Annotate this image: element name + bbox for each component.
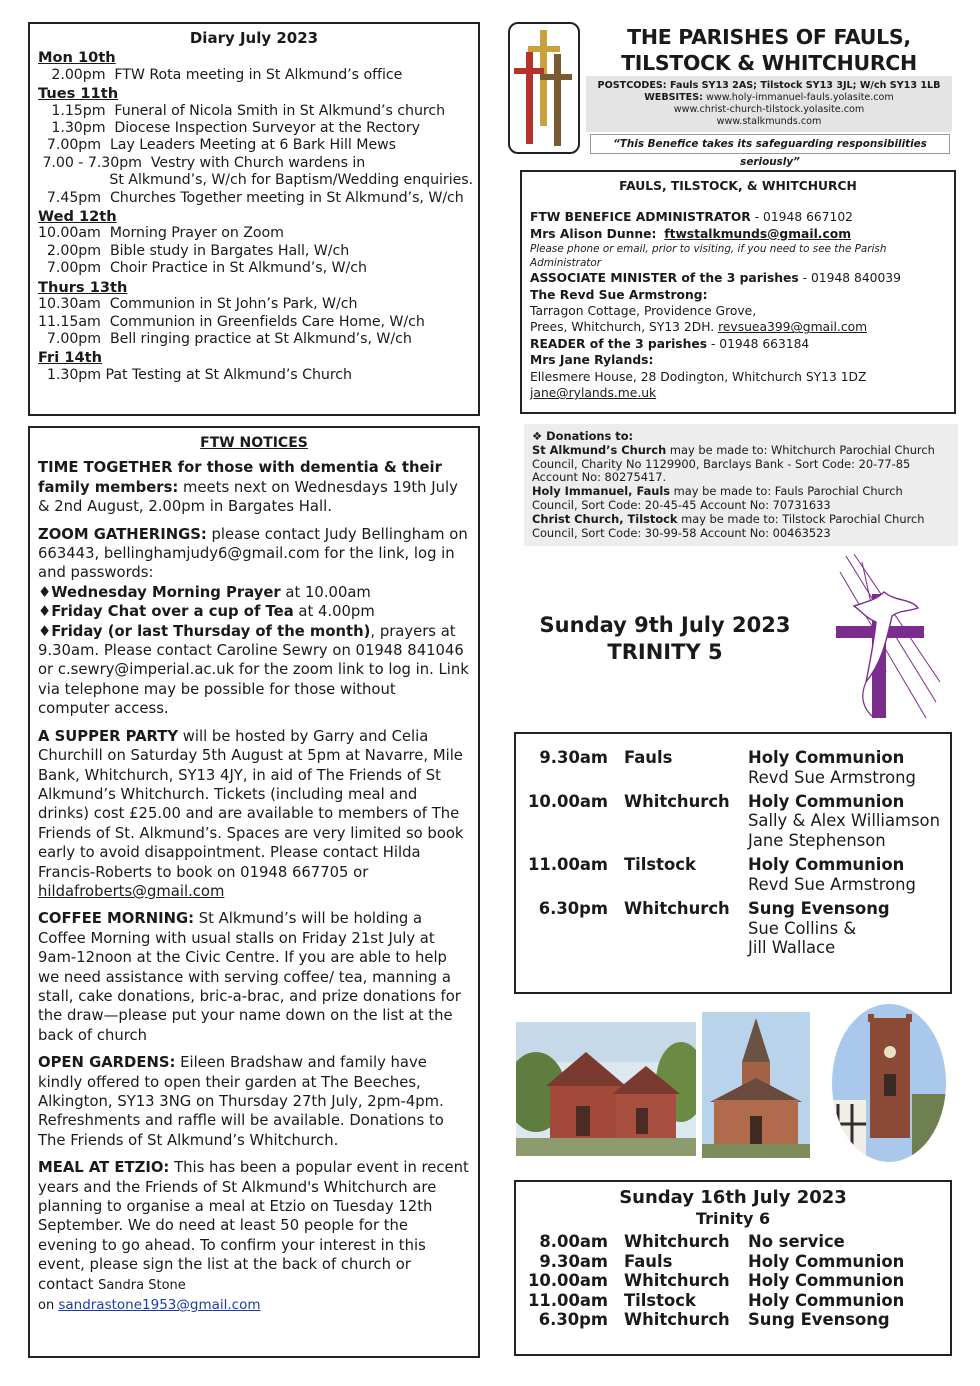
diary-event: 10.30am Communion in St John’s Park, W/ch <box>38 296 358 313</box>
contacts-box <box>520 170 956 414</box>
diary-event: 7.00pm Choir Practice in St Alkmund’s, W/ch <box>38 260 367 277</box>
diary-day-heading: Tues 11th <box>38 85 119 103</box>
service-time: 10.00am <box>528 791 608 811</box>
donation-details: may be made to: Tilstock Parochial Church Council, Sort Code: 30-99-58 Account No: 00463523 <box>532 511 925 540</box>
meal-email-link[interactable]: sandrastone1953@gmail.com <box>58 1297 261 1314</box>
service-details <box>748 792 944 851</box>
diary-event: 10.00am Morning Prayer on Zoom <box>38 225 284 242</box>
service-leader: Revd Sue Armstrong <box>748 874 916 894</box>
zoom-bullet <box>38 622 470 719</box>
service-name: Holy Communion <box>748 1290 905 1310</box>
meal-contact: Sandra Stone <box>98 1277 186 1293</box>
fauls-church-photo <box>516 1022 696 1156</box>
whitchurch-church-photo <box>832 1004 946 1162</box>
notice-body: Eileen Bradshaw and family have kindly offered to open their garden at The Beeches, Alkington, SY13 3NG on Thursday 27th July, 2pm-4pm. Refreshments and raffle will be available. Donations to The Friends of St Alkmund’s Whitchurch. <box>38 1054 444 1149</box>
diary-box <box>28 22 480 416</box>
service-row <box>522 1291 944 1311</box>
donation-item <box>532 485 950 513</box>
sunday9-services <box>514 732 952 994</box>
notice-heading: ZOOM GATHERINGS: <box>38 525 207 543</box>
service-row <box>522 792 944 851</box>
notice-heading: TIME TOGETHER for those with dementia & their family members: <box>38 459 442 496</box>
admin-name: Mrs Alison Dunne: <box>530 226 657 241</box>
diary-days <box>38 49 474 384</box>
diary-event: St Alkmund’s, W/ch for Baptism/Wedding enquiries. <box>38 172 474 189</box>
supper-email-link[interactable]: hildafroberts@gmail.com <box>38 882 225 900</box>
diary-event: 2.00pm Bible study in Bargates Hall, W/ch <box>38 242 350 259</box>
notice-coffee <box>38 909 470 1045</box>
diary-day-heading: Thurs 13th <box>38 278 128 296</box>
reader-email-link[interactable]: jane@rylands.me.uk <box>530 386 657 401</box>
website-link[interactable]: www.stalkmunds.com <box>716 116 822 127</box>
reader-name-text: Mrs Jane Rylands: <box>530 353 654 368</box>
sunday9-heading <box>520 612 810 666</box>
service-details <box>748 748 944 787</box>
service-place: Whitchurch <box>624 1271 730 1291</box>
notice-body: will be hosted by Garry and Celia Churchill on Saturday 5th August at 5pm at Navarre, Mile Bank, Whitchurch, SY13 4JY, in aid of The Friends of St Alkmund’s Whitchurch. Tickets (including meal and drinks) cost £25.00 and are available to members of The Friends of St. Alkmund’s. Spaces are very limited so book early to avoid disappointment. Please contact Hilda Francis-Roberts to book on 01948 667705 or <box>38 727 464 881</box>
diary-event: 1.30pm Pat Testing at St Alkmund’s Church <box>38 366 352 383</box>
website-link[interactable]: www.holy-immanuel-fauls.yolasite.com <box>706 92 894 103</box>
service-place: Fauls <box>624 1251 673 1271</box>
service-time: 9.30am <box>539 748 608 767</box>
notice-gardens <box>38 1053 470 1150</box>
sunday16-subtitle: Trinity 6 <box>695 1209 771 1228</box>
diary-event: 7.00pm Lay Leaders Meeting at 6 Bark Hill Mews <box>38 137 397 154</box>
service-place: Whitchurch <box>624 791 730 811</box>
donation-details: may be made to: Fauls Parochial Church Council, Sort Code: 20-45-45 Account No: 70731633 <box>532 484 903 512</box>
service-row <box>522 1252 944 1272</box>
service-name: Holy Communion <box>748 1251 905 1271</box>
reader-role: READER of the 3 parishes <box>530 336 708 351</box>
meal-on: on <box>38 1298 59 1314</box>
parish-title-line: TILSTOCK & WHITCHURCH <box>621 51 917 75</box>
admin-email-link[interactable]: ftwstalkmunds@gmail.com <box>664 226 852 241</box>
service-name: Holy Communion <box>748 855 905 875</box>
assoc-role: ASSOCIATE MINISTER of the 3 parishes <box>530 271 799 286</box>
diary-event: 7.45pm Churches Together meeting in St Alkmund’s, W/ch <box>38 189 464 206</box>
diary-title: Diary July 2023 <box>189 29 319 47</box>
service-row <box>522 1310 944 1330</box>
zoom-bullet-text: at 10.00am <box>280 583 371 601</box>
zoom-bullet-text: at 4.00pm <box>293 603 375 621</box>
admin-role: FTW BENEFICE ADMINISTRATOR <box>530 210 751 225</box>
sunday16-rows <box>522 1232 944 1330</box>
donation-items <box>532 444 950 541</box>
donation-item <box>532 513 950 541</box>
service-place: Tilstock <box>624 1290 696 1310</box>
sunday9-title: Sunday 9th July 2023 <box>539 613 791 637</box>
notice-body: St Alkmund’s will be holding a Coffee Morning with usual stalls on Friday 21st July at 9am-12noon at the Civic Centre. If you are able to help we need assistance with serving coffee/ tea, manning a stall, cake donations, bric-a-brac, and prize donations for the draw—please put your name down on the list at the back of church <box>38 910 461 1044</box>
postcodes: POSTCODES: Fauls SY13 2AS; Tilstock SY13 3JL; W/ch SY13 1LB <box>597 80 941 91</box>
header-info <box>586 76 952 132</box>
sunday16-services <box>514 1180 952 1356</box>
donation-church: Christ Church, Tilstock <box>532 511 678 526</box>
diary-event: 1.15pm Funeral of Nicola Smith in St Alkmund’s church <box>38 102 446 119</box>
reader-role-line <box>530 336 946 352</box>
notices-title: FTW NOTICES <box>200 435 308 451</box>
service-name: Holy Communion <box>748 1271 905 1291</box>
admin-name-line <box>530 226 946 242</box>
diary-day-heading: Wed 12th <box>38 208 117 226</box>
service-time: 9.30am <box>539 1251 608 1271</box>
notice-body: This has been a popular event in recent years and the Friends of St Alkmund's Whitchurch are planning to organise a meal at Etzio on Tuesday 12th September. We do need at least 50 people for the evening to go ahead. To confirm your interest in this event, please sign the list at the back of church or contact <box>38 1159 469 1293</box>
zoom-bullet-title: ♦Friday (or last Thursday of the month) <box>38 622 371 640</box>
three-crosses-icon <box>508 22 580 154</box>
sunday9-subtitle: TRINITY 5 <box>607 640 723 664</box>
diary-day-heading: Mon 10th <box>38 49 116 67</box>
zoom-bullet-title: ♦Wednesday Morning Prayer <box>38 583 281 601</box>
donation-church: St Alkmund’s Church <box>532 442 667 457</box>
notice-body: meets next on Wednesdays 19th July & 2nd August, 2.00pm in Bargates Hall. <box>38 478 458 516</box>
service-row <box>522 1271 944 1291</box>
service-leader: Sue Collins & <box>748 918 857 938</box>
diary-event: 7.00pm Bell ringing practice at St Alkmund’s, W/ch <box>38 330 412 347</box>
notice-heading: OPEN GARDENS: <box>38 1054 176 1072</box>
service-details <box>748 899 944 958</box>
notices-box <box>28 426 480 1358</box>
assoc-name-text: The Revd Sue Armstrong: <box>530 287 708 302</box>
diary-event: 2.00pm FTW Rota meeting in St Alkmund’s office <box>38 66 403 83</box>
service-leader: Jane Stephenson <box>748 830 886 850</box>
service-time: 10.00am <box>528 1271 608 1291</box>
service-time: 11.00am <box>528 855 608 875</box>
diary-event: 7.00 - 7.30pm Vestry with Church wardens in <box>38 154 366 171</box>
service-leader: Jill Wallace <box>748 938 836 958</box>
zoom-bullet <box>38 602 470 621</box>
donation-details: may be made to: Whitchurch Parochial Church Council, Charity No 1129900, Barclays Bank - Sort Code: 20-77-85 Account No: 80275417. <box>532 442 935 485</box>
service-place: Whitchurch <box>624 1232 730 1251</box>
service-time: 11.00am <box>528 1290 608 1310</box>
service-place: Whitchurch <box>624 898 730 918</box>
service-name: Sung Evensong <box>748 1310 890 1330</box>
donations-title-text: ❖ Donations to: <box>532 429 634 443</box>
notice-meal <box>38 1158 470 1315</box>
service-place: Whitchurch <box>624 1310 730 1330</box>
donation-item <box>532 444 950 485</box>
assoc-address: Tarragon Cottage, Providence Grove, <box>530 304 757 319</box>
service-name: No service <box>748 1232 845 1251</box>
service-place: Fauls <box>624 748 673 767</box>
sunday16-title: Sunday 16th July 2023 <box>619 1187 847 1208</box>
service-name: Sung Evensong <box>748 898 890 918</box>
assoc-address-2 <box>530 319 946 335</box>
service-time: 6.30pm <box>538 1310 608 1330</box>
service-time: 8.00am <box>539 1232 608 1251</box>
service-row <box>522 855 944 894</box>
zoom-bullet-text: , prayers at 9.30am. Please contact Caroline Sewry on 01948 841046 or c.sewry@imperial.ac.uk for the zoom link to log in. Link via telephone may be possible for those without computer access. <box>38 622 469 718</box>
zoom-bullet-title: ♦Friday Chat over a cup of Tea <box>38 603 294 621</box>
reader-name <box>530 352 946 368</box>
service-name: Holy Communion <box>748 791 905 811</box>
notice-heading: A SUPPER PARTY <box>38 727 179 745</box>
service-details <box>748 855 944 894</box>
admin-role-line <box>530 209 946 225</box>
assoc-phone: - 01948 840039 <box>798 271 901 286</box>
service-row <box>522 1232 944 1252</box>
contacts-title: FAULS, TILSTOCK, & WHITCHURCH <box>619 179 857 193</box>
notice-time-together <box>38 458 470 516</box>
reader-phone: - 01948 663184 <box>707 336 810 351</box>
websites-line <box>586 92 952 104</box>
reader-address: Ellesmere House, 28 Dodington, Whitchurch SY13 1DZ <box>530 369 867 384</box>
notice-heading: MEAL AT ETZIO: <box>38 1159 170 1177</box>
diary-day-heading: Fri 14th <box>38 349 102 367</box>
service-name: Holy Communion <box>748 748 905 767</box>
notice-zoom <box>38 525 470 719</box>
website-link[interactable]: www.christ-church-tilstock.yolasite.com <box>673 104 865 115</box>
parish-title <box>586 24 952 76</box>
parish-title-line: THE PARISHES OF FAULS, <box>627 25 911 49</box>
donations-box <box>524 424 958 546</box>
zoom-bullet <box>38 583 470 602</box>
notice-supper <box>38 727 470 902</box>
safeguarding-quote: “This Benefice takes its safeguarding responsibilities seriously” <box>590 134 950 154</box>
admin-phone: - 01948 667102 <box>750 210 854 225</box>
notice-body: please contact Judy Bellingham on 663443, bellinghamjudy6@gmail.com for the link, log in and passwords: <box>38 525 468 582</box>
assoc-role-line <box>530 270 946 286</box>
assoc-email-link[interactable]: revsuea399@gmail.com <box>718 320 868 335</box>
tilstock-church-photo <box>702 1012 810 1158</box>
service-time: 6.30pm <box>538 898 608 918</box>
donations-title <box>532 430 950 444</box>
notice-heading: COFFEE MORNING: <box>38 910 195 928</box>
assoc-address-text: Prees, Whitchurch, SY13 2DH. <box>530 320 719 335</box>
diary-event: 1.30pm Diocese Inspection Surveyor at the Rectory <box>38 120 420 137</box>
donation-church: Holy Immanuel, Fauls <box>532 484 671 499</box>
service-row <box>522 748 944 787</box>
service-place: Tilstock <box>624 855 696 875</box>
admin-note: Please phone or email, prior to visiting, if you need to see the Parish Administrator <box>530 243 887 270</box>
websites-label: WEBSITES: <box>644 92 703 103</box>
service-row <box>522 899 944 958</box>
service-leader: Sally & Alex Williamson <box>748 811 940 831</box>
assoc-name <box>530 287 946 303</box>
diary-event: 11.15am Communion in Greenfields Care Home, W/ch <box>38 313 425 330</box>
purple-cross-icon <box>826 552 944 722</box>
service-leader: Revd Sue Armstrong <box>748 767 916 787</box>
